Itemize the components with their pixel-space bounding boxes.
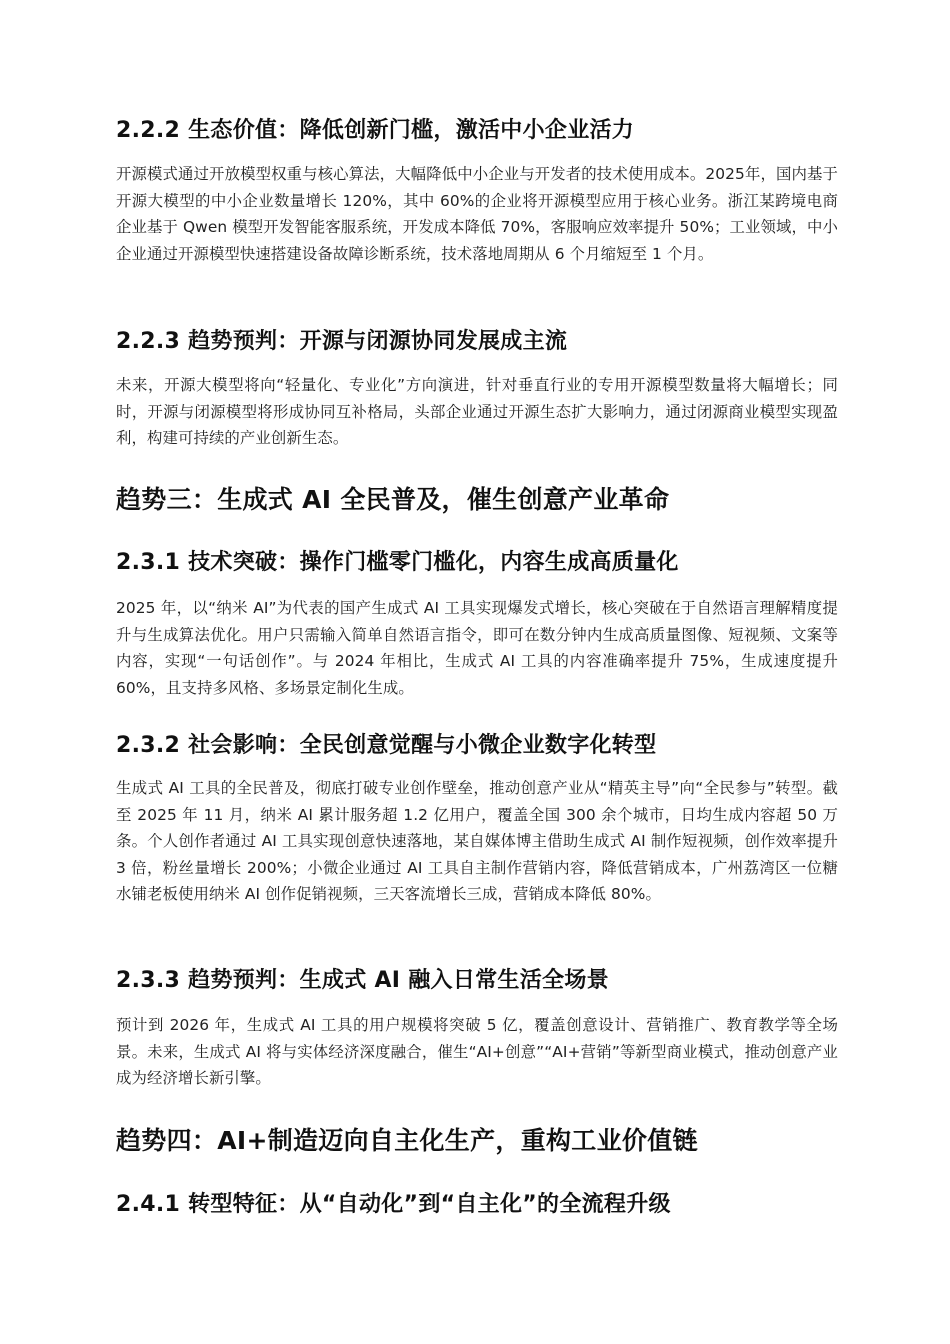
section-paragraph-2-2-3: 未来，开源大模型将向“轻量化、专业化”方向演进，针对垂直行业的专用开源模型数量将大幅增长；同时，开源与闭源模型将形成协同互补格局，头部企业通过开源生态扩大影响力，通过闭源商业模型实现盈利，构建可持续的产业创新生态。	[116, 376, 838, 447]
section-paragraph-2-3-2: 生成式 AI 工具的全民普及，彻底打破专业创作壁垒，推动创意产业从“精英主导”向“全民参与”转型。截至 2025 年 11 月，纳米 AI 累计服务超 1.2 亿用户，覆盖全国 300 余个城市，日均生成内容超 50 万条。个人创作者通过 AI 工具实现创意快速落地，某自媒体博主借助生成式 AI 制作短视频，创作效率提升 3 倍，粉丝量增长 200%；小微企业通过 AI 工具自主制作营销内容，降低营销成本，广州荔湾区一位糖水铺老板使用纳米 AI 创作促销视频，三天客流增长三成，营销成本降低 80%。	[116, 779, 838, 903]
section-heading-2-3-1: 2.3.1 技术突破：操作门槛零门槛化，内容生成高质量化	[116, 550, 679, 575]
section-paragraph-2-3-3: 预计到 2026 年，生成式 AI 工具的用户规模将突破 5 亿，覆盖创意设计、营销推广、教育教学等全场景。未来，生成式 AI 将与实体经济深度融合，催生“AI+创意”“AI+营销”等新型商业模式，推动创意产业成为经济增长新引擎。	[116, 1016, 838, 1087]
trend-heading-4: 趋势四：AI+制造迈向自主化生产，重构工业价值链	[116, 1126, 698, 1155]
section-heading-2-3-3: 2.3.3 趋势预判：生成式 AI 融入日常生活全场景	[116, 968, 609, 993]
section-paragraph-2-3-1: 2025 年，以“纳米 AI”为代表的国产生成式 AI 工具实现爆发式增长，核心突破在于自然语言理解精度提升与生成算法优化。用户只需输入简单自然语言指令，即可在数分钟内生成高质量图像、短视频、文案等内容，实现“一句话创作”。与 2024 年相比，生成式 AI 工具的内容准确率提升 75%，生成速度提升 60%，且支持多风格、多场景定制化生成。	[116, 599, 838, 697]
trend-heading-3: 趋势三：生成式 AI 全民普及，催生创意产业革命	[116, 485, 670, 514]
section-heading-2-4-1: 2.4.1 转型特征：从“自动化”到“自主化”的全流程升级	[116, 1192, 671, 1217]
section-heading-2-2-2: 2.2.2 生态价值：降低创新门槛，激活中小企业活力	[116, 118, 635, 143]
section-heading-2-2-3: 2.2.3 趋势预判：开源与闭源协同发展成主流	[116, 329, 568, 354]
section-heading-2-3-2: 2.3.2 社会影响：全民创意觉醒与小微企业数字化转型	[116, 733, 657, 758]
section-paragraph-2-2-2: 开源模式通过开放模型权重与核心算法，大幅降低中小企业与开发者的技术使用成本。2025年，国内基于开源大模型的中小企业数量增长 120%，其中 60%的企业将开源模型应用于核心业务。浙江某跨境电商企业基于 Qwen 模型开发智能客服系统，开发成本降低 70%，客服响应效率提升 50%；工业领域，中小企业通过开源模型快速搭建设备故障诊断系统，技术落地周期从 6 个月缩短至 1 个月。	[116, 165, 838, 263]
